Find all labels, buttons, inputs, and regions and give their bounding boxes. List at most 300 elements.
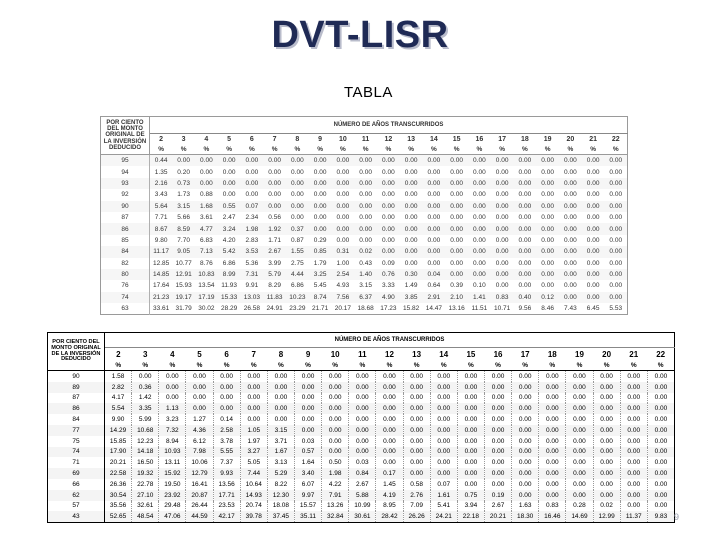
- value-cell: 18.68: [357, 305, 374, 313]
- value-cell: 0.00: [564, 191, 577, 199]
- value-cell: 9.05: [177, 248, 190, 256]
- value-cell: 12.85: [152, 259, 170, 267]
- value-cell: 0.00: [403, 447, 430, 458]
- year-column-header: 14: [439, 349, 449, 359]
- value-cell: 7.13: [200, 248, 213, 256]
- value-cell: 0.17: [376, 468, 403, 479]
- value-cell: 7.32: [159, 425, 186, 436]
- table-row: [101, 212, 628, 223]
- value-cell: 0.00: [382, 225, 395, 233]
- percent-unit: %: [172, 145, 195, 155]
- value-cell: 0.00: [495, 225, 509, 233]
- value-cell: 13.54: [198, 282, 215, 290]
- value-cell: 27.10: [132, 490, 159, 501]
- value-cell: 0.00: [450, 191, 463, 199]
- value-cell: 0.00: [457, 403, 484, 414]
- value-cell: 0.00: [495, 248, 509, 256]
- table-row: [101, 178, 628, 189]
- value-cell: 0.00: [382, 248, 395, 256]
- value-cell: 0.00: [647, 447, 674, 458]
- value-cell: 0.00: [539, 414, 566, 425]
- value-cell: 0.39: [450, 282, 463, 290]
- value-cell: 0.00: [609, 168, 623, 176]
- value-cell: 1.45: [376, 479, 403, 490]
- value-cell: 0.00: [586, 248, 600, 256]
- year-column-header: 13: [412, 349, 422, 359]
- table-row: [101, 155, 628, 167]
- value-cell: 30.02: [198, 305, 215, 313]
- value-cell: 20.17: [334, 305, 352, 313]
- value-cell: 22.18: [457, 511, 484, 522]
- value-cell: 0.00: [349, 436, 376, 447]
- value-cell: 0.00: [267, 382, 294, 393]
- year-column-header: 17: [520, 349, 530, 359]
- value-cell: 0.00: [430, 382, 457, 393]
- value-cell: 0.00: [593, 490, 620, 501]
- value-cell: 0.00: [382, 179, 395, 187]
- value-cell: 35.56: [105, 501, 132, 512]
- value-cell: 0.00: [564, 282, 577, 290]
- value-cell: 1.42: [132, 393, 159, 404]
- value-cell: 3.33: [382, 282, 395, 290]
- value-cell: 23.29: [289, 305, 306, 313]
- value-cell: 0.00: [473, 225, 486, 233]
- value-cell: 3.15: [177, 202, 190, 210]
- value-cell: 1.64: [294, 457, 321, 468]
- value-cell: 1.61: [430, 490, 457, 501]
- value-cell: 37.45: [267, 511, 294, 522]
- value-cell: 0.00: [457, 479, 484, 490]
- table-row: [48, 436, 675, 447]
- value-cell: 2.75: [291, 259, 304, 267]
- year-column-header: 14: [429, 136, 438, 143]
- value-cell: 28.29: [220, 305, 238, 313]
- value-cell: 0.00: [541, 225, 554, 233]
- value-cell: 0.00: [267, 393, 294, 404]
- value-cell: 0.00: [159, 393, 186, 404]
- year-column-header: 21: [589, 136, 598, 143]
- year-column-header: 10: [330, 349, 340, 359]
- value-cell: 0.00: [336, 236, 350, 244]
- value-cell: 0.00: [541, 259, 554, 267]
- value-cell: 0.00: [336, 225, 350, 233]
- value-cell: 24.21: [430, 511, 457, 522]
- value-cell: 0.56: [268, 214, 281, 222]
- value-cell: 0.00: [620, 393, 647, 404]
- value-cell: 0.00: [186, 393, 213, 404]
- value-cell: 0.00: [427, 225, 441, 233]
- value-cell: 0.00: [484, 403, 511, 414]
- percent-unit: %: [539, 360, 566, 371]
- value-cell: 0.55: [222, 202, 236, 210]
- value-cell: 0.00: [473, 157, 486, 165]
- value-cell: 0.00: [430, 468, 457, 479]
- value-cell: 0.28: [566, 501, 593, 512]
- value-cell: 0.00: [450, 225, 463, 233]
- year-column-header: 5: [227, 136, 232, 143]
- value-cell: 0.00: [427, 202, 441, 210]
- value-cell: 8.59: [177, 225, 190, 233]
- value-cell: 0.00: [512, 414, 539, 425]
- value-cell: 13.11: [159, 457, 186, 468]
- table-row: [48, 393, 675, 404]
- value-cell: 0.00: [484, 447, 511, 458]
- value-cell: 0.00: [539, 479, 566, 490]
- value-cell: 0.00: [593, 457, 620, 468]
- value-cell: 8.95: [376, 501, 403, 512]
- value-cell: 0.00: [213, 393, 240, 404]
- value-cell: 30.54: [105, 490, 132, 501]
- value-cell: 0.00: [450, 236, 463, 244]
- value-cell: 0.00: [294, 425, 321, 436]
- value-cell: 0.00: [495, 259, 509, 267]
- value-cell: 20.74: [240, 501, 267, 512]
- value-cell: 0.00: [313, 225, 327, 233]
- value-cell: 0.00: [349, 403, 376, 414]
- value-cell: 0.00: [430, 414, 457, 425]
- percent-deducted-cell: 90: [101, 201, 150, 212]
- value-cell: 5.29: [267, 468, 294, 479]
- value-cell: 0.00: [427, 157, 441, 165]
- value-cell: 8.99: [222, 271, 236, 279]
- year-column-header: 4: [170, 349, 175, 359]
- value-cell: 4.44: [291, 271, 304, 279]
- value-cell: 0.00: [457, 414, 484, 425]
- percent-deducted-cell: 87: [48, 393, 105, 404]
- value-cell: 0.00: [291, 214, 304, 222]
- value-cell: 0.00: [430, 457, 457, 468]
- value-cell: 0.00: [541, 236, 554, 244]
- value-cell: 4.20: [222, 236, 236, 244]
- value-cell: 6.83: [200, 236, 213, 244]
- value-cell: 29.48: [159, 501, 186, 512]
- year-column-header: 5: [197, 349, 202, 359]
- value-cell: 0.00: [457, 425, 484, 436]
- value-cell: 0.00: [382, 191, 395, 199]
- percent-deducted-cell: 76: [101, 280, 150, 291]
- value-cell: 0.00: [359, 157, 372, 165]
- value-cell: 0.00: [322, 436, 349, 447]
- value-cell: 7.70: [177, 236, 190, 244]
- value-cell: 3.78: [213, 436, 240, 447]
- percent-deducted-cell: 74: [48, 447, 105, 458]
- percent-deducted-cell: 69: [48, 468, 105, 479]
- value-cell: 3.71: [267, 436, 294, 447]
- percent-deducted-cell: 93: [101, 178, 150, 189]
- value-cell: 4.36: [186, 425, 213, 436]
- value-cell: 0.00: [240, 382, 267, 393]
- value-cell: 0.84: [349, 468, 376, 479]
- value-cell: 0.00: [291, 191, 304, 199]
- percent-unit: %: [377, 145, 400, 155]
- value-cell: 0.00: [647, 425, 674, 436]
- value-cell: 0.00: [620, 468, 647, 479]
- value-cell: 4.22: [322, 479, 349, 490]
- year-column-header: 18: [520, 136, 529, 143]
- value-cell: 0.00: [586, 202, 600, 210]
- value-cell: 0.00: [359, 179, 372, 187]
- percent-unit: %: [514, 145, 537, 155]
- value-cell: 0.00: [518, 168, 532, 176]
- year-column-header: 7: [251, 349, 256, 359]
- value-cell: 0.00: [427, 236, 441, 244]
- percent-deducted-cell: 43: [48, 511, 105, 522]
- value-cell: 2.83: [245, 236, 259, 244]
- value-cell: 10.23: [289, 293, 306, 301]
- value-cell: 0.00: [349, 414, 376, 425]
- value-cell: 0.07: [245, 202, 259, 210]
- value-cell: 0.00: [245, 191, 259, 199]
- value-cell: 0.00: [186, 403, 213, 414]
- value-cell: 30.61: [349, 511, 376, 522]
- value-cell: 2.82: [105, 382, 132, 393]
- table-row: [48, 501, 675, 512]
- year-column-header: 15: [466, 349, 476, 359]
- value-cell: 5.54: [105, 403, 132, 414]
- value-cell: 0.00: [382, 168, 395, 176]
- value-cell: 0.00: [404, 168, 418, 176]
- value-cell: 16.46: [539, 511, 566, 522]
- value-cell: 1.71: [268, 236, 281, 244]
- value-cell: 0.00: [518, 282, 532, 290]
- header-sublabel: DEDUCIDO: [61, 356, 91, 363]
- value-cell: 0.04: [427, 271, 441, 279]
- percent-unit: %: [349, 360, 376, 371]
- value-cell: 0.00: [586, 179, 600, 187]
- value-cell: 0.00: [132, 371, 159, 382]
- value-cell: 0.00: [586, 157, 600, 165]
- value-cell: 15.57: [294, 501, 321, 512]
- percent-deducted-cell: 62: [48, 490, 105, 501]
- value-cell: 17.90: [105, 447, 132, 458]
- value-cell: 0.00: [473, 271, 486, 279]
- value-cell: 0.00: [403, 414, 430, 425]
- value-cell: 16.50: [132, 457, 159, 468]
- value-cell: 0.00: [484, 425, 511, 436]
- value-cell: 0.00: [647, 501, 674, 512]
- years-elapsed-header: NÚMERO DE AÑOS TRANSCURRIDOS: [150, 117, 628, 134]
- value-cell: 0.00: [564, 225, 577, 233]
- value-cell: 20.21: [484, 511, 511, 522]
- value-cell: 2.58: [213, 425, 240, 436]
- value-cell: 16.41: [186, 479, 213, 490]
- value-cell: 0.00: [457, 447, 484, 458]
- value-cell: 0.00: [427, 248, 441, 256]
- value-cell: 8.74: [313, 293, 327, 301]
- value-cell: 3.99: [268, 259, 281, 267]
- value-cell: 1.49: [404, 282, 418, 290]
- value-cell: 0.07: [430, 479, 457, 490]
- percent-unit: %: [159, 360, 186, 371]
- value-cell: 0.00: [450, 157, 463, 165]
- percent-unit: %: [186, 360, 213, 371]
- value-cell: 0.00: [240, 403, 267, 414]
- table-row: [48, 457, 675, 468]
- value-cell: 10.83: [198, 271, 215, 279]
- percent-deducted-cell: 87: [101, 212, 150, 223]
- value-cell: 0.00: [473, 236, 486, 244]
- value-cell: 0.00: [566, 468, 593, 479]
- value-cell: 0.00: [647, 436, 674, 447]
- value-cell: 19.17: [175, 293, 192, 301]
- percent-deducted-cell: 74: [101, 292, 150, 303]
- value-cell: 0.00: [495, 282, 509, 290]
- value-cell: 0.00: [336, 179, 350, 187]
- value-cell: 0.00: [566, 425, 593, 436]
- value-cell: 0.00: [322, 371, 349, 382]
- value-cell: 0.00: [586, 168, 600, 176]
- value-cell: 0.00: [609, 236, 623, 244]
- value-cell: 3.85: [404, 293, 418, 301]
- value-cell: 0.00: [512, 479, 539, 490]
- value-cell: 12.99: [593, 511, 620, 522]
- value-cell: 0.00: [609, 225, 623, 233]
- year-column-header: 8: [278, 349, 284, 359]
- percent-unit: %: [536, 145, 559, 155]
- value-cell: 0.00: [222, 168, 236, 176]
- value-cell: 0.00: [564, 214, 577, 222]
- value-cell: 2.47: [222, 214, 236, 222]
- value-cell: 0.00: [473, 259, 486, 267]
- value-cell: 0.00: [518, 271, 532, 279]
- value-cell: 0.00: [222, 191, 236, 199]
- value-cell: 0.00: [382, 236, 395, 244]
- value-cell: 26.26: [403, 511, 430, 522]
- percent-deducted-header: [48, 333, 105, 371]
- value-cell: 0.00: [609, 282, 623, 290]
- value-cell: 0.00: [322, 393, 349, 404]
- value-cell: 0.00: [322, 403, 349, 414]
- value-cell: 23.92: [159, 490, 186, 501]
- value-cell: 0.64: [427, 282, 441, 290]
- value-cell: 6.12: [186, 436, 213, 447]
- value-cell: 0.57: [294, 447, 321, 458]
- value-cell: 0.00: [359, 225, 372, 233]
- percent-unit: %: [593, 360, 620, 371]
- value-cell: 11.51: [471, 305, 488, 313]
- value-cell: 0.00: [541, 214, 554, 222]
- table-row: [48, 403, 675, 414]
- value-cell: 20.21: [105, 457, 132, 468]
- percent-unit: %: [240, 360, 267, 371]
- value-cell: 7.31: [245, 271, 259, 279]
- value-cell: 0.58: [403, 479, 430, 490]
- value-cell: 0.00: [473, 191, 486, 199]
- value-cell: 0.00: [427, 214, 441, 222]
- percent-unit: %: [491, 145, 514, 155]
- value-cell: 0.00: [473, 202, 486, 210]
- value-cell: 0.00: [294, 371, 321, 382]
- value-cell: 7.98: [186, 447, 213, 458]
- value-cell: 18.30: [512, 511, 539, 522]
- value-cell: 0.00: [566, 403, 593, 414]
- value-cell: 0.10: [473, 282, 486, 290]
- value-cell: 7.37: [213, 457, 240, 468]
- value-cell: 0.00: [404, 214, 418, 222]
- percent-deducted-cell: 63: [101, 303, 150, 315]
- value-cell: 0.02: [593, 501, 620, 512]
- value-cell: 4.90: [382, 293, 395, 301]
- value-cell: 0.00: [541, 202, 554, 210]
- value-cell: 0.00: [186, 371, 213, 382]
- value-cell: 0.00: [267, 414, 294, 425]
- table-row: [48, 490, 675, 501]
- value-cell: 0.00: [620, 414, 647, 425]
- value-cell: 14.29: [105, 425, 132, 436]
- percent-unit: %: [332, 145, 355, 155]
- value-cell: 0.00: [518, 214, 532, 222]
- value-cell: 0.00: [268, 168, 281, 176]
- value-cell: 31.79: [175, 305, 192, 313]
- value-cell: 6.86: [291, 282, 304, 290]
- value-cell: 17.23: [380, 305, 397, 313]
- value-cell: 0.00: [620, 371, 647, 382]
- value-cell: 0.00: [267, 403, 294, 414]
- value-cell: 17.71: [213, 490, 240, 501]
- value-cell: 0.40: [518, 293, 532, 301]
- value-cell: 0.00: [200, 157, 213, 165]
- value-cell: 8.76: [200, 259, 213, 267]
- value-cell: 0.00: [245, 157, 259, 165]
- value-cell: 9.93: [213, 468, 240, 479]
- value-cell: 8.94: [159, 436, 186, 447]
- value-cell: 0.00: [404, 259, 418, 267]
- percent-deducted-cell: 94: [101, 166, 150, 177]
- value-cell: 0.76: [382, 271, 395, 279]
- value-cell: 0.00: [512, 425, 539, 436]
- table-row: [101, 280, 628, 291]
- year-column-header: 18: [547, 349, 557, 359]
- value-cell: 0.00: [541, 282, 554, 290]
- value-cell: 0.00: [376, 382, 403, 393]
- table-row: [101, 189, 628, 200]
- year-column-header: 22: [611, 136, 620, 143]
- value-cell: 0.00: [186, 382, 213, 393]
- value-cell: 0.00: [313, 191, 327, 199]
- value-cell: 0.00: [403, 468, 430, 479]
- value-cell: 1.98: [245, 225, 259, 233]
- value-cell: 1.55: [291, 248, 304, 256]
- value-cell: 15.82: [402, 305, 420, 313]
- value-cell: 0.00: [518, 191, 532, 199]
- value-cell: 0.00: [609, 271, 623, 279]
- percent-unit: %: [484, 360, 511, 371]
- value-cell: 5.88: [349, 490, 376, 501]
- percent-unit: %: [263, 145, 286, 155]
- value-cell: 11.93: [221, 282, 238, 290]
- value-cell: 19.32: [132, 468, 159, 479]
- value-cell: 0.00: [294, 414, 321, 425]
- value-cell: 0.00: [376, 436, 403, 447]
- value-cell: 0.00: [245, 179, 259, 187]
- value-cell: 0.00: [620, 479, 647, 490]
- value-cell: 0.00: [609, 259, 623, 267]
- value-cell: 0.00: [349, 371, 376, 382]
- table-row: [48, 447, 675, 458]
- value-cell: 0.00: [245, 168, 259, 176]
- percent-unit: %: [241, 145, 264, 155]
- value-cell: 0.00: [593, 382, 620, 393]
- value-cell: 0.00: [484, 468, 511, 479]
- value-cell: 0.36: [132, 382, 159, 393]
- value-cell: 0.00: [403, 425, 430, 436]
- value-cell: 0.00: [539, 425, 566, 436]
- value-cell: 17.19: [198, 293, 215, 301]
- percent-unit: %: [105, 360, 132, 371]
- value-cell: 0.00: [382, 214, 395, 222]
- value-cell: 0.00: [647, 371, 674, 382]
- value-cell: 0.00: [593, 414, 620, 425]
